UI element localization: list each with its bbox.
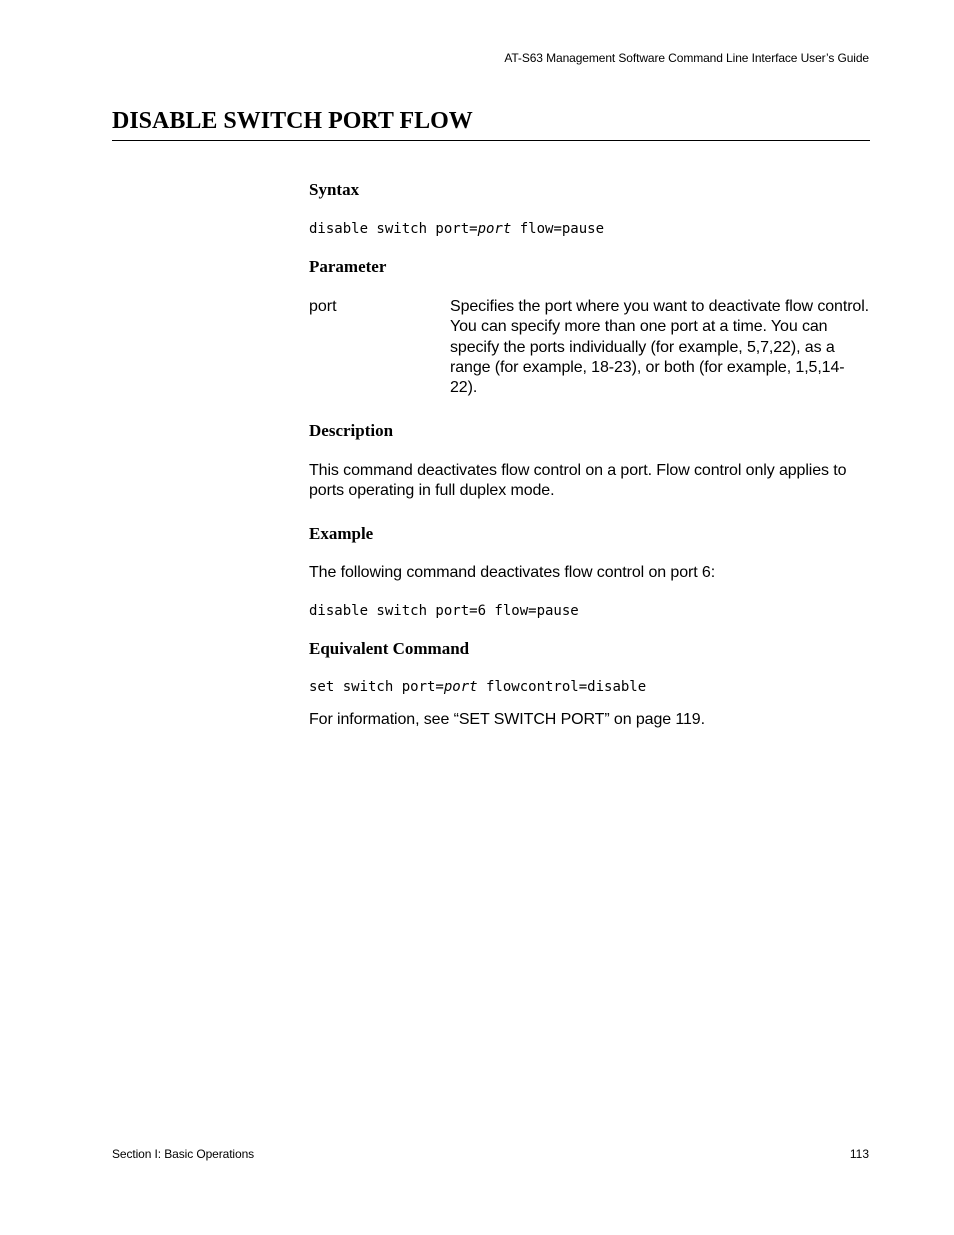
syntax-command-param: port xyxy=(477,221,512,237)
title-divider xyxy=(112,140,870,141)
example-command: disable switch port=6 flow=pause xyxy=(309,603,579,619)
equivalent-command-prefix: set switch port= xyxy=(309,679,444,695)
page-title: DISABLE SWITCH PORT FLOW xyxy=(112,108,473,134)
running-header: AT-S63 Management Software Command Line Interface User’s Guide xyxy=(504,51,869,65)
example-text: The following command deactivates flow control on port 6: xyxy=(309,564,716,581)
parameter-name: port xyxy=(309,298,337,315)
equivalent-command-param: port xyxy=(443,679,478,695)
page-number: 113 xyxy=(849,1147,869,1161)
parameter-heading: Parameter xyxy=(309,257,387,276)
equivalent-command xyxy=(309,678,646,696)
footer-section: Section I: Basic Operations xyxy=(112,1147,255,1161)
syntax-command-prefix: disable switch port= xyxy=(309,221,478,237)
parameter-description: Specifies the port where you want to deactivate flow control. You can specify more than one port at a time. You can specify the ports individually (for example, 5,7,22), as a range (for example, 18-23), or both (for example, 1,5,14-22). xyxy=(450,298,870,397)
description-text: This command deactivates flow control on a port. Flow control only applies to ports operating in full duplex mode. xyxy=(309,462,847,499)
syntax-command xyxy=(309,220,604,238)
equivalent-command-heading: Equivalent Command xyxy=(309,639,470,658)
description-heading: Description xyxy=(309,421,394,440)
syntax-command-suffix: flow=pause xyxy=(511,221,605,237)
example-heading: Example xyxy=(309,524,374,543)
equivalent-command-suffix: flowcontrol=disable xyxy=(477,679,647,695)
cross-reference-text: For information, see “SET SWITCH PORT” on page 119. xyxy=(309,711,705,728)
syntax-heading: Syntax xyxy=(309,180,360,199)
